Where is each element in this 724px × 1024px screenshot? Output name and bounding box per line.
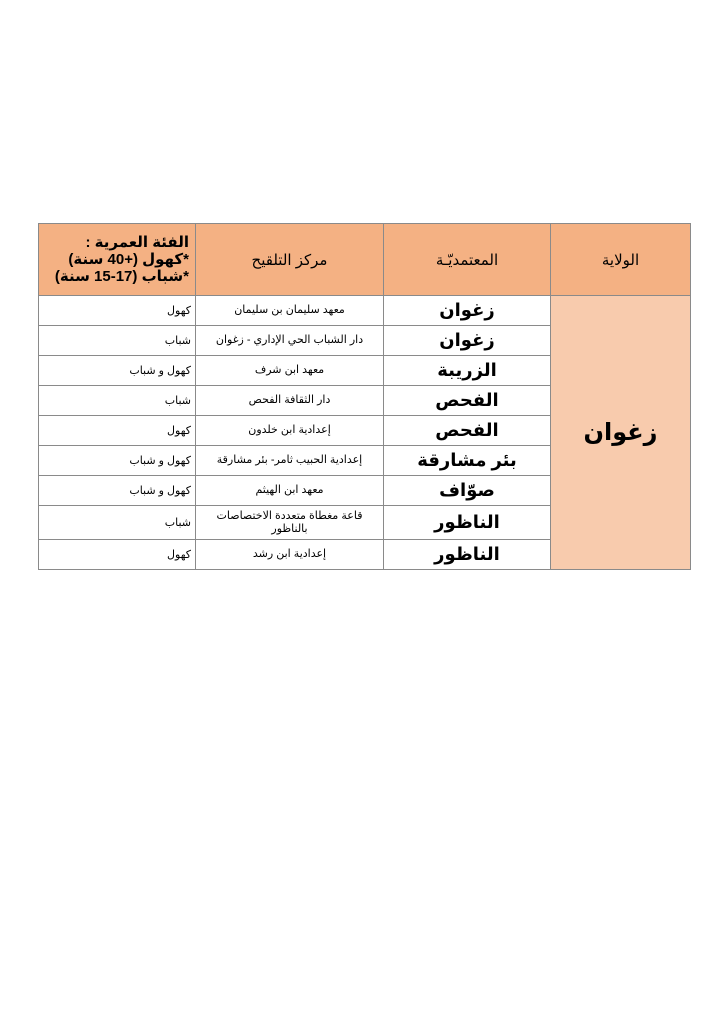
center-cell: إعدادية الحبيب ثامر- بئر مشارقة <box>196 446 384 476</box>
header-age-adults: *كهول (+40 سنة) <box>68 251 189 268</box>
age-cell: كهول <box>39 540 196 570</box>
header-age-group <box>39 224 196 296</box>
age-cell: شباب <box>39 326 196 356</box>
center-cell: إعدادية ابن خلدون <box>196 416 384 446</box>
age-cell: كهول <box>39 296 196 326</box>
moatamadia-cell: زغوان <box>384 326 551 356</box>
center-cell: معهد سليمان بن سليمان <box>196 296 384 326</box>
moatamadia-cell: الناظور <box>384 540 551 570</box>
center-cell: دار الشباب الحي الإداري - زغوان <box>196 326 384 356</box>
center-cell: إعدادية ابن رشد <box>196 540 384 570</box>
header-moatamadia: المعتمديّـة <box>384 224 551 296</box>
header-age-youth: *شباب (17-15 سنة) <box>54 268 189 285</box>
center-cell: دار الثقافة الفحص <box>196 386 384 416</box>
age-cell: كهول <box>39 416 196 446</box>
table-row <box>39 296 691 326</box>
moatamadia-cell: زغوان <box>384 296 551 326</box>
center-cell: معهد ابن شرف <box>196 356 384 386</box>
header-age-title: الفئة العمرية : <box>85 234 189 251</box>
age-cell: كهول و شباب <box>39 446 196 476</box>
header-center: مركز التلقيح <box>196 224 384 296</box>
age-cell: كهول و شباب <box>39 356 196 386</box>
moatamadia-cell: صوّاف <box>384 476 551 506</box>
wilaya-cell: زغوان <box>551 296 691 570</box>
vaccination-centers-table <box>38 223 691 570</box>
moatamadia-cell: الناظور <box>384 506 551 540</box>
center-cell: معهد ابن الهيثم <box>196 476 384 506</box>
moatamadia-cell: الفحص <box>384 386 551 416</box>
vaccination-centers-table-wrapper <box>38 223 690 570</box>
center-cell: قاعة مغطاة متعددة الاختصاصات بالناظور <box>196 506 384 540</box>
age-cell: كهول و شباب <box>39 476 196 506</box>
moatamadia-cell: الزريبة <box>384 356 551 386</box>
age-cell: شباب <box>39 506 196 540</box>
moatamadia-cell: الفحص <box>384 416 551 446</box>
table-header-row <box>39 224 691 296</box>
header-wilaya: الولاية <box>551 224 691 296</box>
moatamadia-cell: بئر مشارقة <box>384 446 551 476</box>
age-cell: شباب <box>39 386 196 416</box>
